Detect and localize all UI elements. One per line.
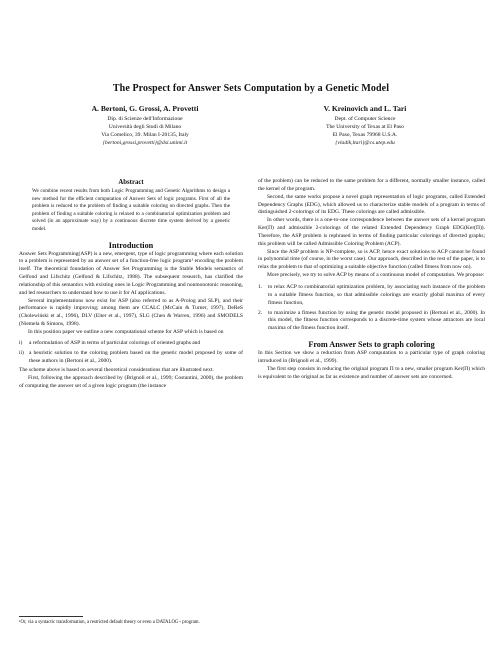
left-column — [19, 178, 243, 391]
author-dept: Dept. of Computer Science — [334, 116, 396, 122]
author-block-milan — [40, 104, 250, 147]
list-item — [19, 340, 243, 348]
paragraph: Since the ASP problem is NP-complete, so is ACP, hence exact solutions to ACP cannot be found in polynomial time (of course, in the worst case). Our approach, described in the rest of the paper, is to relax the problem to that of optimizing a suitable objective function (called fitness from now on). — [258, 248, 485, 271]
list-text: a heuristic solution to the coloring problem based on the genetic model proposed by some of these authors in (Bertoni et al., 2000). — [29, 349, 243, 364]
footnote: ¹Or, via a syntactic transformation, a restricted default theory or even a DATALOG¬ program. — [19, 620, 200, 625]
list-item — [258, 284, 485, 308]
author-affiliations — [40, 104, 470, 184]
proposal-list — [258, 284, 485, 333]
list-label: i) — [19, 339, 23, 346]
author-univ: Università degli Studi di Milano — [108, 124, 182, 130]
list-text: to relax ACP to combinatorial optimization problem, by associating each instance of the problem to a suitable fitness function, so that admissible colorings are exactly global maxima of every fitness function, — [268, 283, 485, 306]
list-item — [258, 310, 485, 334]
author-dept: Dip. di Scienze dell'Informazione — [107, 116, 183, 122]
paragraph: First, following the approach described by (Brignoli et al., 1999; Costantini, 2000), the problem of computing the answer set of a given logic program (the instance — [19, 375, 243, 390]
paragraph: of the problem) can be reduced to the same problem for a different, normally smaller instance, called the kernel of the program. — [258, 178, 485, 192]
paragraph: The first step consists in reducing the original program Π to a new, smaller program Ker(Π) which is equivalent to the original as far as existence and number of answer sets are concerned. — [258, 365, 485, 380]
paragraph: Second, the same works propose a novel graph representation of logic programs, called Extended Dependency Graphs (EDG), which allowed us to characterize stable models of a program in terms of distinguished 2-colorings of its EDG. These colorings are called admissible. — [258, 193, 485, 216]
abstract-text: We combine recent results from both Logic Programming and Genetic Algorithms to design a new method for the efficient computation of Answer Sets of logic programs. First of all the problem is reduced to the problem of finding a suitable coloring on directed graphs. Then the problem of finding a suitable coloring is relaxed to a combinatorial optimization problem and solved (in an approximate way) by a continuous discrete time system derived by a genetic model. — [32, 188, 230, 232]
author-email: {vladik,ltari}@cs.utep.edu — [335, 140, 395, 146]
paper-title: The Prospect for Answer Sets Computation by a Genetic Model — [112, 83, 390, 94]
section-heading: From Answer Sets to graph coloring — [308, 340, 435, 350]
list-label: 1. — [258, 283, 263, 290]
list-text: a reformulation of ASP in terms of particular colorings of oriented graphs and — [29, 339, 201, 346]
author-names: V. Kreinovich and L. Tari — [323, 104, 407, 113]
right-column — [258, 178, 485, 381]
paragraph: Several implementations now exist for ASP (also referred to as A-Prolog and SLP), and their performance is rapidly improving; among them are CCALC (McCain & Turner, 1997), DeReS (Cholewiński et al., 1996), DLV (Eiter et al., 1997), SLG (Chen & Warren, 1996) and SMODELS (Niemela & Simons, 1998). — [19, 297, 243, 328]
author-address: El Paso, Texas 79968 U.S.A. — [332, 132, 398, 138]
list-item — [19, 350, 243, 366]
paragraph: More precisely, we try to solve ACP by means of a continuous model of computation. We propose: — [267, 272, 485, 279]
paragraph: In this position paper we outline a new computational scheme for ASP which is based on — [28, 329, 224, 335]
paragraph: Answer Sets Programming(ASP) is a new, emergent, type of logic programming where each solution to a problem is represented by an answer set of a function-free logic program¹ encoding the problem itself. The theoretical foundation of Answer Set Programming is the Stable Models semantics of Gelfond and Lifschitz (Gelfond & Lifschitz, 1988). The subsequent research, has clarified the relationship of this semantics with existing ones in Logic Programming and nonmonotonic reasoning, and led researchers to understand how to use it for AI applications. — [19, 250, 243, 296]
contribution-list — [19, 340, 243, 366]
footnote-rule — [19, 616, 83, 617]
author-names: A. Bertoni, G. Grossi, A. Provetti — [91, 104, 199, 113]
author-address: Via Comelico, 39. Milan I-20135, Italy — [101, 132, 189, 138]
list-text: to maximize a fitness function by using the genetic model proposed in (Bertoni et al., 2000). In this model, the fitness function corresponds to a discrete-time system whose attractors are local maxima of the fitness function itself. — [268, 309, 485, 332]
list-label: 2. — [258, 309, 263, 316]
abstract-heading: Abstract — [118, 179, 144, 186]
author-univ: The University of Texas at El Paso — [326, 124, 404, 130]
author-email: {bertoni,grossi,provetti}@dsi.unimi.it — [102, 140, 188, 146]
paragraph: In this Section we show a reduction from ASP computation to a particular type of graph coloring introduced in (Brignoli et al., 1999). — [258, 350, 485, 364]
author-block-utep — [260, 104, 470, 147]
paragraph: The scheme above is based on several theoretical considerations that are illustrated next. — [19, 367, 214, 374]
introduction-heading: Introduction — [108, 240, 154, 250]
list-label: ii) — [19, 349, 24, 356]
paragraph: In other words, there is a one-to-one correspondence between the answer sets of a kernel program Ker(Π) and admissible 2-colorings of the related Extended Dependency Graph EDG(Ker(Π)). Therefore, the ASP problem is rephrased in terms of finding particular colorings of directed graphs; this problem will be called Admissible Coloring Problem (ACP). — [258, 217, 485, 247]
